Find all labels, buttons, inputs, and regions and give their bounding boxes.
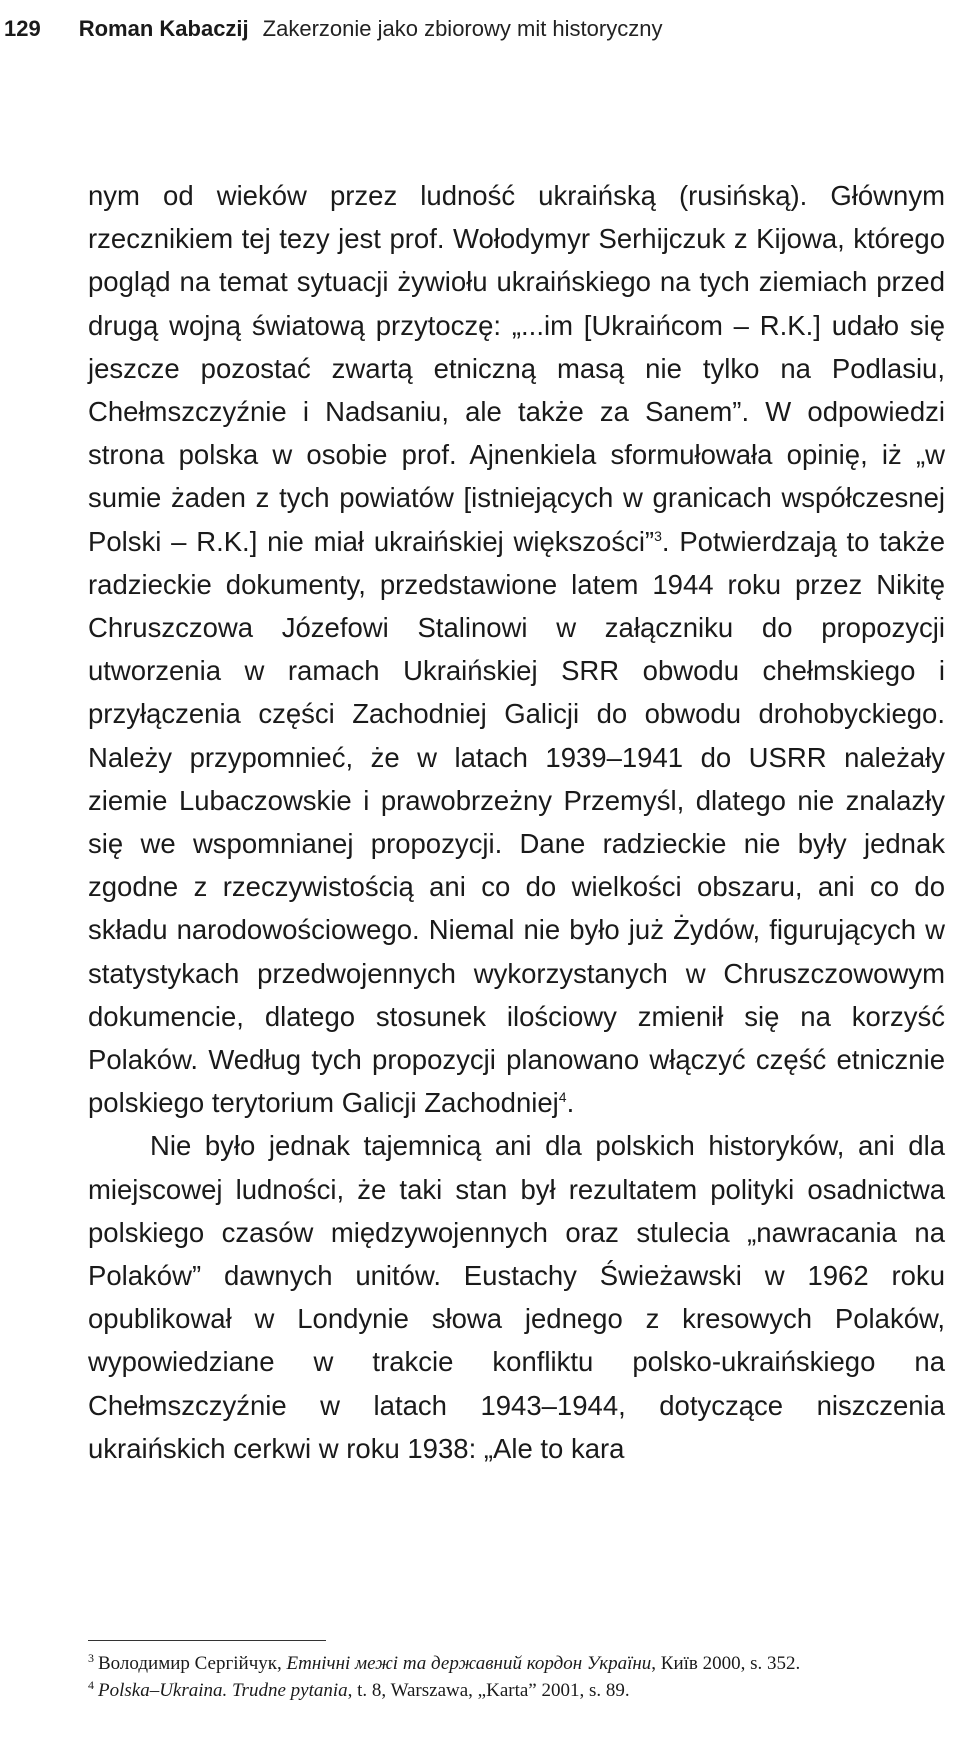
paragraph-1-text-a: nym od wieków przez ludność ukraińską (rusińską). Głównym rzecznikiem tej tezy jest prof. Wołodymyr Serhijczuk z Kijowa, którego pogląd na temat sytuacji żywiołu ukraińskiego na tych ziemiach przed drugą wojną światową przytoczę: „...im [Ukraińcom – R.K.] udało się jeszcze pozostać zwartą etniczną masą nie tylko na Podlasiu, Chełmszczyźnie i Nadsaniu, ale także za Sanem”. W odpowiedzi strona polska w osobie prof. Ajnenkiela sformułowała opinię, iż „w sumie żaden z tych powiatów [istniejących w granicach współczesnej Polski – R.K.] nie miał ukraińskiej większości” <box>88 180 945 557</box>
chapter-title: Zakerzonie jako zbiorowy mit historyczny <box>262 16 663 41</box>
footnote-3 <box>88 1650 945 1677</box>
footnote-ref-4: 4 <box>558 1089 567 1106</box>
running-head <box>4 16 662 42</box>
footnote-mark: 4 <box>88 1678 94 1692</box>
body-text <box>88 174 945 1470</box>
footnote-divider <box>88 1640 326 1641</box>
page-number: 129 <box>4 16 41 41</box>
paragraph-1 <box>88 174 945 1124</box>
footnote-text: Володимир Сергійчук, <box>98 1653 287 1674</box>
paragraph-1-text-b: . Potwierdzają to także radzieckie dokumenty, przedstawione latem 1944 roku przez Nikitę Chruszczowa Józefowi Stalinowi w załączniku do propozycji utworzenia w ramach Ukraińskiej SRR obwodu chełmskiego i przyłączenia części Zachodniej Galicji do obwodu drohobyckiego. Należy przypomnieć, że w latach 1939–1941 do USRR należały ziemie Lubaczowskie i prawobrzeżny Przemyśl, dlatego nie znalazły się we wspomnianej propozycji. Dane radzieckie nie były jednak zgodne z rzeczywistością ani co do wielkości obszaru, ani co do składu narodowościowego. Niemal nie było już Żydów, figurujących w statystykach przedwojennych wykorzystanych w Chruszczowowym dokumencie, dlatego stosunek ilościowy zmienił się na korzyść Polaków. Według tych propozycji planowano włączyć część etnicznie polskiego terytorium Galicji Zachodniej <box>88 525 945 1119</box>
author-name: Roman Kabaczij <box>78 16 249 41</box>
footnote-text: , t. 8, Warszawa, „Karta” 2001, s. 89. <box>347 1680 630 1701</box>
footnote-book-title: Етнічні межі та державний кордон України <box>286 1653 652 1674</box>
footnote-ref-3: 3 <box>654 527 662 544</box>
footnote-text: , Київ 2000, s. 352. <box>651 1653 801 1674</box>
footnote-4 <box>88 1677 945 1704</box>
footnote-book-title: Polska–Ukraina. Trudne pytania <box>98 1680 348 1701</box>
paragraph-1-text-c: . <box>566 1087 575 1119</box>
footnote-mark: 3 <box>88 1651 94 1665</box>
paragraph-2: Nie było jednak tajemnicą ani dla polskich historyków, ani dla miejscowej ludności, że taki stan był rezultatem polityki osadnictwa polskiego czasów międzywojennych oraz stulecia „nawracania na Polaków” dawnych unitów. Eustachy Świeżawski w 1962 roku opublikował w Londynie słowa jednego z kresowych Polaków, wypowiedziane w trakcie konfliktu polsko-ukraińskiego na Chełmszczyźnie w latach 1943–1944, dotyczące niszczenia ukraińskich cerkwi w roku 1938: „Ale to kara <box>88 1130 945 1464</box>
footnotes <box>88 1650 945 1704</box>
